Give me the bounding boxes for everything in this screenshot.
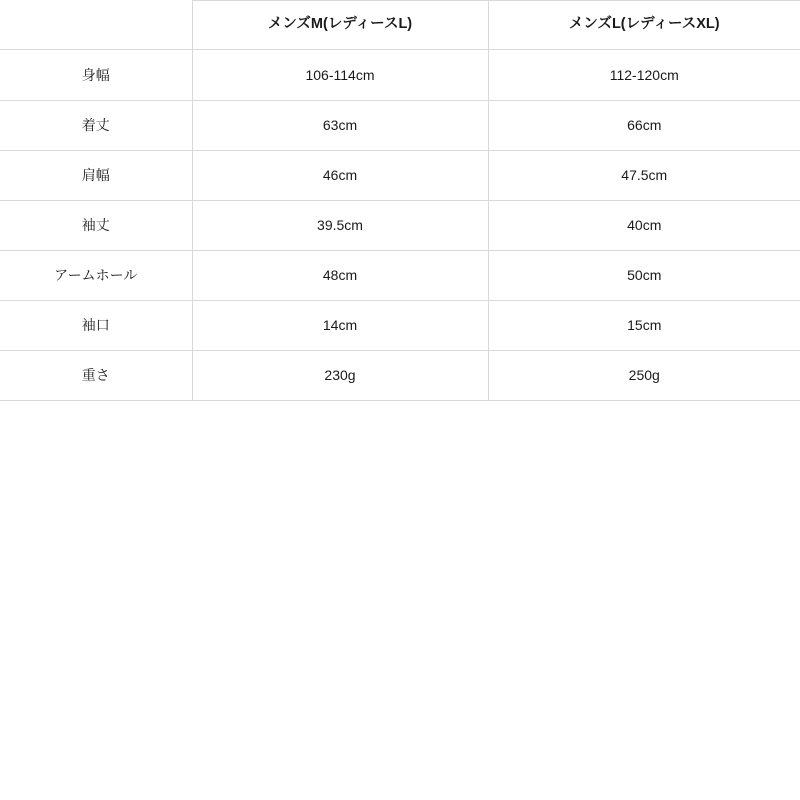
table-header bbox=[0, 1, 800, 50]
table-body bbox=[0, 50, 800, 401]
cell-sodetake-l: 40cm bbox=[488, 201, 800, 251]
row-label-sodeguchi: 袖口 bbox=[0, 301, 192, 351]
table-row bbox=[0, 101, 800, 151]
cell-mihaba-l: 112-120cm bbox=[488, 50, 800, 101]
cell-sodeguchi-m: 14cm bbox=[192, 301, 488, 351]
table-row bbox=[0, 151, 800, 201]
cell-katahaba-l: 47.5cm bbox=[488, 151, 800, 201]
cell-katahaba-m: 46cm bbox=[192, 151, 488, 201]
cell-omosa-m: 230g bbox=[192, 351, 488, 401]
column-header-mens-m: メンズM(レディースL) bbox=[192, 1, 488, 50]
row-label-kitake: 着丈 bbox=[0, 101, 192, 151]
row-label-sodetake: 袖丈 bbox=[0, 201, 192, 251]
table-row bbox=[0, 351, 800, 401]
cell-sodeguchi-l: 15cm bbox=[488, 301, 800, 351]
cell-armhole-m: 48cm bbox=[192, 251, 488, 301]
table-row bbox=[0, 301, 800, 351]
cell-kitake-l: 66cm bbox=[488, 101, 800, 151]
table-header-row bbox=[0, 1, 800, 50]
cell-armhole-l: 50cm bbox=[488, 251, 800, 301]
row-label-mihaba: 身幅 bbox=[0, 50, 192, 101]
table-row bbox=[0, 201, 800, 251]
row-label-katahaba: 肩幅 bbox=[0, 151, 192, 201]
table-row bbox=[0, 50, 800, 101]
cell-mihaba-m: 106-114cm bbox=[192, 50, 488, 101]
column-header-mens-l: メンズL(レディースXL) bbox=[488, 1, 800, 50]
row-label-armhole: アームホール bbox=[0, 251, 192, 301]
row-label-omosa: 重さ bbox=[0, 351, 192, 401]
cell-kitake-m: 63cm bbox=[192, 101, 488, 151]
table-corner-cell bbox=[0, 1, 192, 50]
table-row bbox=[0, 251, 800, 301]
cell-sodetake-m: 39.5cm bbox=[192, 201, 488, 251]
cell-omosa-l: 250g bbox=[488, 351, 800, 401]
